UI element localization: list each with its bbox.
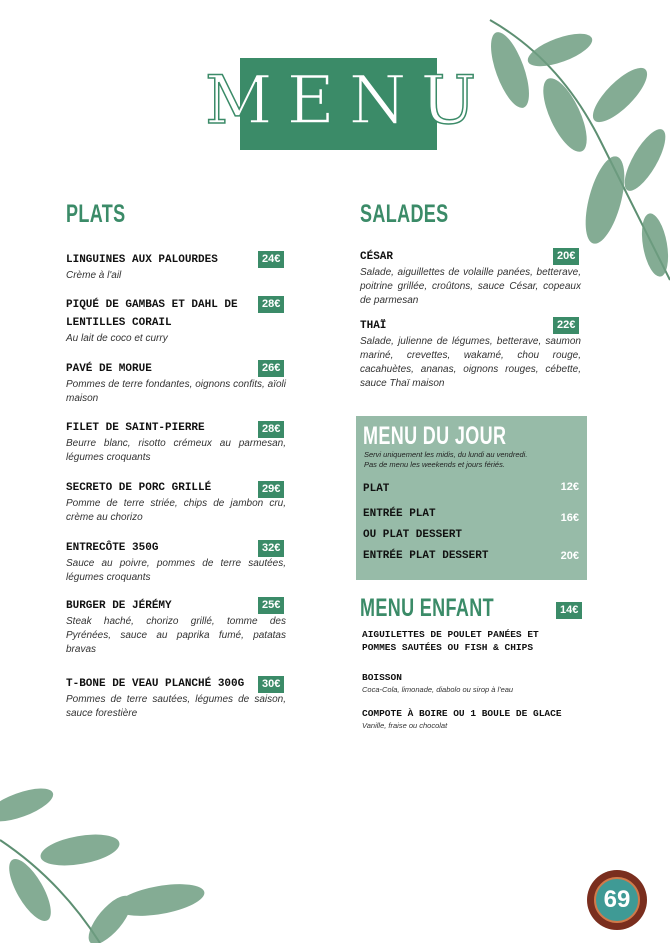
menu-du-jour-note — [364, 450, 527, 470]
formula-price: 16€ — [560, 512, 579, 524]
menu-item — [66, 296, 286, 346]
item-name: THAÏ — [360, 320, 387, 332]
item-price: 20€ — [553, 248, 579, 265]
menu-enfant-list — [362, 628, 592, 731]
item-desc: Salade, julienne de légumes, betterave, saumon mariné, crevettes, wakamé, chou rouge, cacahuètes, ananas, oignons rouges, cébette, sauce Thaï maison — [360, 336, 581, 389]
item-desc: Crème à l'ail — [66, 270, 122, 281]
leaves-bottom-left-decoration — [0, 780, 220, 943]
item-desc: Pomme de terre striée, chips de jambon cru, crème au chorizo — [66, 498, 286, 523]
menu-item — [66, 360, 286, 406]
item-desc: Vanille, fraise ou chocolat — [362, 721, 448, 730]
item-desc: Pommes de terre sautées, légumes de saison, sauce forestière — [66, 694, 286, 719]
item-price: 28€ — [258, 296, 284, 313]
item-price: 22€ — [553, 317, 579, 334]
item-desc: Beurre blanc, risotto crémeux au parmesan, légumes croquants — [66, 438, 286, 463]
item-name: COMPOTE À BOIRE OU 1 BOULE DE GLACE — [362, 708, 562, 719]
item-price: 30€ — [258, 676, 284, 693]
menu-du-jour-box — [356, 416, 587, 580]
item-name: BURGER DE JÉRÉMY — [66, 600, 172, 612]
item-name: FILET DE SAINT-PIERRE — [66, 422, 205, 434]
plats-heading: PLATS — [66, 200, 126, 228]
item-name: AIGUILETTES DE POULET PANÉES ET POMMES SAUTÉES OU FISH & CHIPS — [362, 629, 539, 653]
menu-enfant-price: 14€ — [556, 602, 582, 619]
item-name: LINGUINES AUX PALOURDES — [66, 254, 218, 266]
formula-row — [363, 481, 389, 498]
formula-name: OU PLAT DESSERT — [363, 529, 463, 541]
menu-enfant-heading: MENU ENFANT — [360, 594, 494, 622]
menu-item — [66, 597, 286, 657]
menu-item — [66, 479, 286, 525]
item-price: 26€ — [258, 360, 284, 377]
formula-name: ENTRÉE PLAT — [363, 508, 436, 520]
item-name: CÉSAR — [360, 251, 394, 263]
item-desc: Pommes de terre fondantes, oignons confits, aïoli maison — [66, 379, 286, 404]
menu-item — [66, 675, 286, 721]
item-price: 25€ — [258, 597, 284, 614]
menu-item — [66, 251, 286, 283]
menu-item — [66, 539, 286, 585]
item-price: 28€ — [258, 421, 284, 438]
formula-row — [363, 548, 488, 565]
page-title: MENU — [205, 62, 491, 139]
item-price: 29€ — [258, 481, 284, 498]
salades-heading: SALADES — [360, 200, 449, 228]
item-desc: Sauce au poivre, pommes de terre sautées, légumes croquants — [66, 558, 286, 583]
leaves-top-right-decoration — [480, 0, 670, 290]
note-line: Pas de menu les weekends et jours fériés. — [364, 460, 505, 469]
item-desc: Salade, aiguillettes de volaille panées, betterave, poitrine grillée, croûtons, sauce César, copeaux de parmesan — [360, 267, 581, 306]
formula-row — [363, 506, 462, 544]
formula-price: 12€ — [560, 481, 579, 493]
restaurant-logo — [587, 870, 647, 930]
item-price: 24€ — [258, 251, 284, 268]
item-desc: Coca-Cola, limonade, diabolo ou sirop à l'eau — [362, 685, 514, 694]
item-desc: Steak haché, chorizo grillé, tomme des Pyrénées, sauce au paprika fumé, patatas bravas — [66, 616, 286, 655]
item-price: 32€ — [258, 540, 284, 557]
logo-number: 69 — [594, 877, 640, 923]
menu-item — [360, 248, 581, 308]
menu-du-jour-heading: MENU DU JOUR — [363, 422, 507, 450]
note-line: Servi uniquement les midis, du lundi au vendredi. — [364, 450, 528, 459]
formula-price: 20€ — [560, 550, 579, 562]
formula-name: ENTRÉE PLAT DESSERT — [363, 550, 489, 562]
formula-name: PLAT — [363, 483, 390, 495]
menu-item — [360, 317, 581, 391]
item-name: T-BONE DE VEAU PLANCHÉ 300G — [66, 678, 245, 690]
menu-item — [66, 419, 286, 465]
item-name: ENTRECÔTE 350G — [66, 542, 159, 554]
item-name: PIQUÉ DE GAMBAS ET DAHL DE LENTILLES CORAIL — [66, 299, 238, 329]
item-name: BOISSON — [362, 672, 402, 683]
item-name: SECRETO DE PORC GRILLÉ — [66, 482, 212, 494]
item-name: PAVÉ DE MORUE — [66, 363, 152, 375]
item-desc: Au lait de coco et curry — [66, 333, 168, 344]
